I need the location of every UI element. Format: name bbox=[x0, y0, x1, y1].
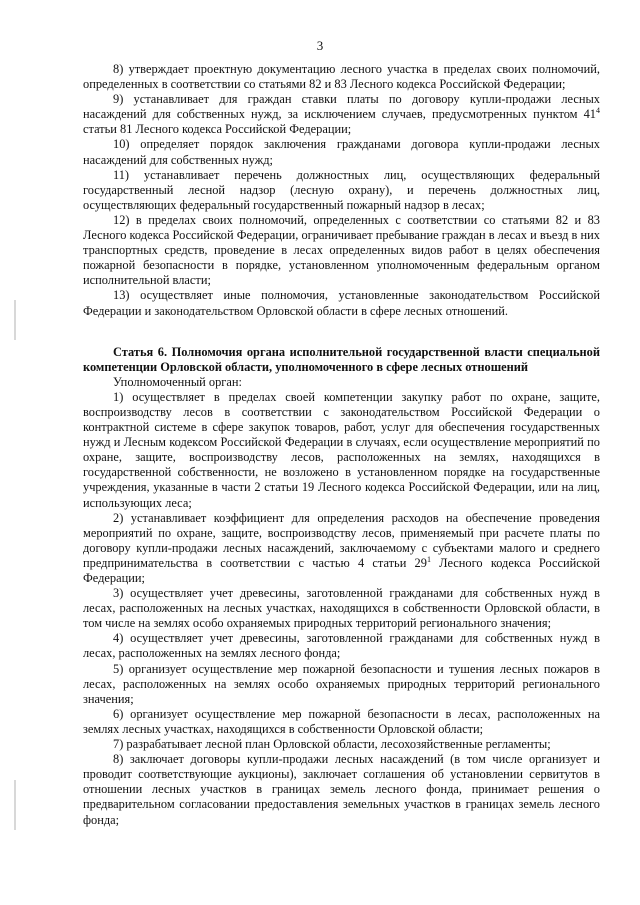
article-6-item-2 bbox=[83, 511, 600, 586]
paragraph-item-13: 13) осуществляет иные полномочия, установленные законодательством Российской Федерации и законодательством Орловской области в сфере лесных отношений. bbox=[83, 288, 600, 318]
item-9-text: 9) устанавливает для граждан ставки платы по договору купли-продажи лесных насаждений для собственных нужд, за исключением случаев, предусмотренных пунктом 41 bbox=[83, 92, 600, 122]
article-6-item-4: 4) осуществляет учет древесины, заготовленной гражданами для собственных нужд в лесах, расположенных на землях лесного фонда; bbox=[83, 631, 600, 661]
item-9-tail: статьи 81 Лесного кодекса Российской Федерации; bbox=[83, 122, 352, 137]
article-6-heading: Статья 6. Полномочия органа исполнительной государственной власти специальной компетенции Орловской области, уполномоченного в сфере лесных отношений bbox=[83, 344, 600, 374]
document-body bbox=[83, 62, 600, 828]
item-9-superscript: 4 bbox=[596, 106, 600, 116]
item-2-tail: Лесного кодекса Российской Федерации; bbox=[83, 555, 600, 585]
item-2-superscript: 1 bbox=[426, 554, 431, 564]
article-6-item-7: 7) разрабатывает лесной план Орловской области, лесохозяйственные регламенты; bbox=[113, 737, 551, 752]
page-number: 3 bbox=[316, 38, 324, 53]
article-6-item-3: 3) осуществляет учет древесины, заготовленной гражданами для собственных нужд в лесах, расположенных на лесных участках, находящихся в собственности Орловской области, в том числе на землях особо охраняемых природных территорий регионального значения; bbox=[83, 586, 600, 631]
item-2-text: 2) устанавливает коэффициент для определения расходов на обеспечение проведения мероприятий по охране, защите, воспроизводству лесов, применяемый при расчете платы по договору купли-продажи лесных насаждений, заключаемому с субъектами малого и среднего предпринимательства в соответствии с частью 4 статьи 29 bbox=[83, 510, 600, 570]
scan-margin-mark bbox=[14, 780, 16, 830]
article-6-item-8: 8) заключает договоры купли-продажи лесных насаждений (в том числе организует и проводит соответствующие аукционы), заключает соглашения об установлении сервитутов в отношении лесных участков в границах земель лесного фонда, принимает решения о предварительном согласовании предоставления земельных участков в границах земель лесного фонда; bbox=[83, 752, 600, 827]
paragraph-item-12: 12) в пределах своих полномочий, определенных с соответствии со статьями 82 и 83 Лесного кодекса Российской Федерации, ограничивает пребывание граждан в лесах и въезд в них транспортных средств, проведение в лесах определенных видов работ в целях обеспечения пожарной безопасности в порядке, установленном уполномоченным федеральным органом исполнительной власти; bbox=[83, 212, 600, 288]
paragraph-item-8: 8) утверждает проектную документацию лесного участка в пределах своих полномочий, определенных в соответствии со статьями 82 и 83 Лесного кодекса Российской Федерации; bbox=[83, 62, 600, 92]
article-6-item-6: 6) организует осуществление мер пожарной безопасности в лесах, расположенных на землях лесных участках, находящихся в собственности Орловской области; bbox=[83, 706, 600, 736]
paragraph-item-11: 11) устанавливает перечень должностных лиц, осуществляющих федеральный государственный лесной надзор (лесную охрану), и перечень должностных лиц, осуществляющих федеральный государственный пожарный надзор в лесах; bbox=[83, 167, 600, 212]
article-6-intro: Уполномоченный орган: bbox=[113, 374, 242, 389]
paragraph-item-9 bbox=[83, 92, 600, 137]
article-6-item-5: 5) организует осуществление мер пожарной безопасности и тушения лесных пожаров в лесах, расположенных на землях особо охраняемых природных территорий регионального значения; bbox=[83, 661, 600, 706]
article-6-item-1: 1) осуществляет в пределах своей компетенции закупку работ по охране, защите, воспроизводству лесов в соответствии с законодательством Российской Федерации о контрактной системе в сфере закупок товаров, работ, услуг для обеспечения государственных нужд и Лесным кодексом Российской Федерации в случаях, если осуществление мероприятий по охране, защите, воспроизводству лесов, расположенных на землях, находящихся в государственной собственности, не возложено в установленном порядке на государственные учреждения, указанные в части 2 статьи 19 Лесного кодекса Российской Федерации, или на лиц, использующих леса; bbox=[83, 389, 600, 510]
section-gap bbox=[83, 319, 600, 345]
paragraph-item-10: 10) определяет порядок заключения гражданами договора купли-продажи лесных насаждений для собственных нужд; bbox=[83, 137, 600, 167]
scan-margin-mark bbox=[14, 300, 16, 340]
